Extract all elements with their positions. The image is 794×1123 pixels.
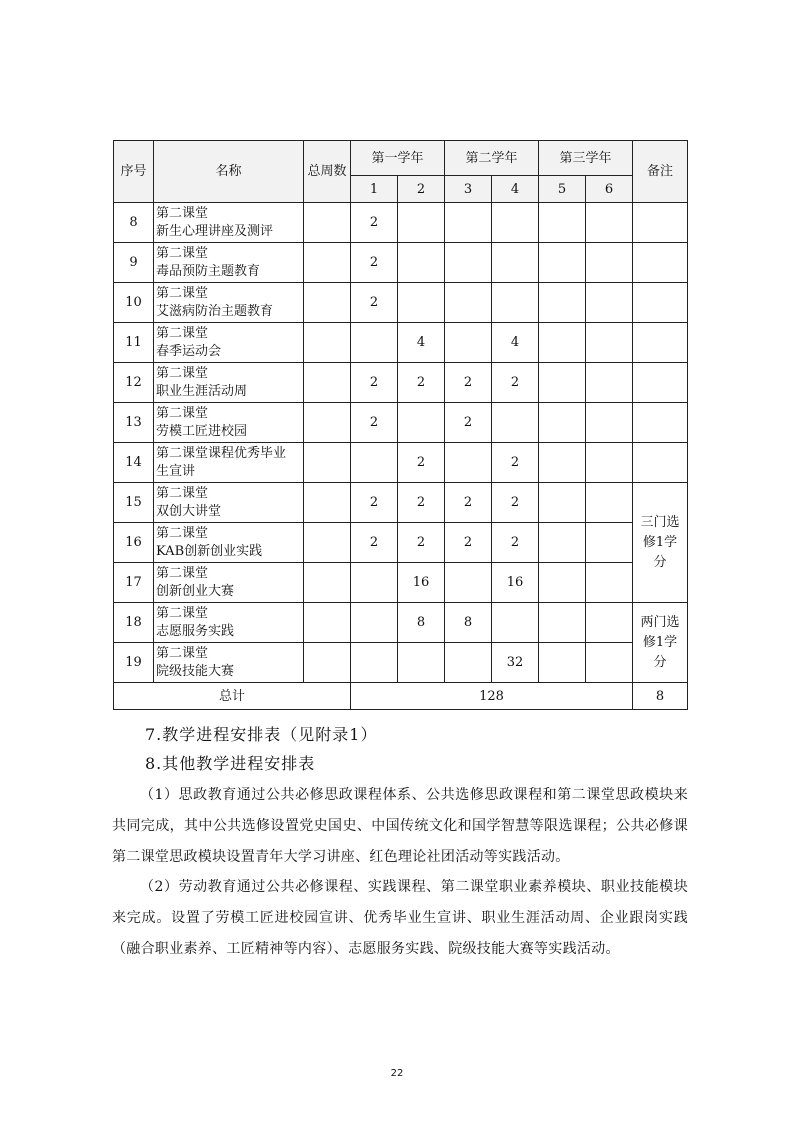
row-term-t2 — [398, 203, 445, 243]
row-term-t6 — [586, 443, 633, 483]
row-term-t4: 32 — [492, 643, 539, 683]
row-term-t3 — [445, 203, 492, 243]
row-term-t2: 2 — [398, 483, 445, 523]
row-total-weeks — [304, 203, 351, 243]
remark-line: 分 — [653, 654, 667, 670]
paragraph-ideology — [112, 780, 688, 873]
course-table — [113, 140, 688, 710]
header-total-weeks: 总周数 — [304, 141, 351, 203]
header-remark: 备注 — [633, 141, 688, 203]
row-name-line1: 第二课堂 — [156, 605, 209, 621]
row-name-line1: 第二课堂 — [156, 565, 209, 581]
row-term-t1 — [351, 323, 398, 363]
row-term-t5 — [539, 443, 586, 483]
header-index: 序号 — [114, 141, 154, 203]
header-year2: 第二学年 — [445, 141, 539, 176]
row-term-t4 — [492, 203, 539, 243]
row-index: 16 — [114, 523, 154, 563]
term-header: 4 — [492, 176, 539, 203]
row-remark — [633, 403, 688, 443]
row-name — [154, 323, 304, 363]
row-total-weeks — [304, 563, 351, 603]
row-name-line1: 第二课堂 — [156, 205, 209, 221]
row-term-t4: 2 — [492, 363, 539, 403]
heading-8: 8.其他教学进程安排表 — [145, 754, 316, 773]
paragraph-labor — [112, 872, 688, 965]
row-name-line2: 双创大讲堂 — [156, 503, 222, 519]
row-name — [154, 483, 304, 523]
table-total-row — [114, 683, 688, 710]
row-term-t5 — [539, 643, 586, 683]
row-name — [154, 563, 304, 603]
row-term-t5 — [539, 283, 586, 323]
row-name-line1: 第二课堂 — [156, 405, 209, 421]
row-term-t3: 2 — [445, 363, 492, 403]
term-header: 3 — [445, 176, 492, 203]
row-term-t5 — [539, 403, 586, 443]
row-name-line1: 第二课堂 — [156, 645, 209, 661]
row-index: 11 — [114, 323, 154, 363]
row-term-t3: 2 — [445, 483, 492, 523]
row-term-t4: 2 — [492, 523, 539, 563]
row-term-t2 — [398, 643, 445, 683]
table-row — [114, 443, 688, 483]
remark-line: 分 — [653, 554, 667, 570]
row-total-weeks — [304, 283, 351, 323]
row-term-t5 — [539, 363, 586, 403]
page-number: 22 — [390, 1068, 404, 1079]
row-name-line2: KAB创新创业实践 — [156, 543, 263, 559]
row-term-t1 — [351, 443, 398, 483]
row-term-t6 — [586, 283, 633, 323]
row-total-weeks — [304, 403, 351, 443]
row-term-t2: 8 — [398, 603, 445, 643]
row-term-t3 — [445, 283, 492, 323]
row-term-t5 — [539, 563, 586, 603]
row-term-t6 — [586, 323, 633, 363]
row-term-t1 — [351, 643, 398, 683]
row-term-t6 — [586, 523, 633, 563]
row-remark — [633, 323, 688, 363]
row-term-t4 — [492, 403, 539, 443]
table-row — [114, 323, 688, 363]
row-index: 15 — [114, 483, 154, 523]
row-index: 9 — [114, 243, 154, 283]
row-name-line1: 第二课堂课程优秀毕业 — [156, 445, 287, 461]
row-name-line1: 第二课堂 — [156, 485, 209, 501]
row-term-t5 — [539, 603, 586, 643]
table-row — [114, 363, 688, 403]
table-row — [114, 243, 688, 283]
row-name — [154, 523, 304, 563]
row-name — [154, 243, 304, 283]
term-header: 2 — [398, 176, 445, 203]
table-header-row — [114, 141, 688, 176]
row-index: 19 — [114, 643, 154, 683]
row-remark — [633, 363, 688, 403]
row-term-t3 — [445, 563, 492, 603]
row-term-t1: 2 — [351, 203, 398, 243]
row-term-t5 — [539, 523, 586, 563]
total-label: 总计 — [114, 683, 351, 710]
row-term-t2: 16 — [398, 563, 445, 603]
row-term-t1: 2 — [351, 483, 398, 523]
row-term-t3: 2 — [445, 403, 492, 443]
row-term-t4 — [492, 283, 539, 323]
row-term-t5 — [539, 203, 586, 243]
row-term-t1: 2 — [351, 283, 398, 323]
row-term-t1 — [351, 603, 398, 643]
paragraph-1-text: （1）思政教育通过公共必修思政课程体系、公共选修思政课程和第二课堂思政模块来共同完成，其中公共选修设置党史国史、中国传统文化和国学智慧等限选课程；公共必修课第二课堂思政模块设置青年大学习讲座、红色理论社团活动等实践活动。 — [112, 787, 688, 865]
row-term-t5 — [539, 243, 586, 283]
row-index: 18 — [114, 603, 154, 643]
row-term-t6 — [586, 403, 633, 443]
row-total-weeks — [304, 603, 351, 643]
row-index: 17 — [114, 563, 154, 603]
row-term-t2 — [398, 283, 445, 323]
row-name-line2: 毒品预防主题教育 — [156, 263, 261, 279]
row-total-weeks — [304, 363, 351, 403]
row-term-t1: 2 — [351, 243, 398, 283]
row-name-line1: 第二课堂 — [156, 285, 209, 301]
row-term-t2: 2 — [398, 443, 445, 483]
remark-line: 两门选 — [640, 614, 680, 630]
remark-elective-two — [633, 603, 688, 683]
row-name-line2: 创新创业大赛 — [156, 583, 235, 599]
row-name-line1: 第二课堂 — [156, 325, 209, 341]
row-term-t6 — [586, 603, 633, 643]
row-term-t1: 2 — [351, 363, 398, 403]
remark-elective-three — [633, 483, 688, 603]
table-row — [114, 483, 688, 523]
table-row — [114, 563, 688, 603]
row-total-weeks — [304, 643, 351, 683]
row-name-line2: 春季运动会 — [156, 343, 222, 359]
row-term-t1: 2 — [351, 403, 398, 443]
row-total-weeks — [304, 523, 351, 563]
row-term-t4: 2 — [492, 443, 539, 483]
row-name-line1: 第二课堂 — [156, 365, 209, 381]
header-year1: 第一学年 — [351, 141, 445, 176]
row-term-t3: 8 — [445, 603, 492, 643]
row-index: 14 — [114, 443, 154, 483]
table-row — [114, 643, 688, 683]
row-term-t6 — [586, 483, 633, 523]
row-name-line2: 劳模工匠进校园 — [156, 423, 248, 439]
row-name-line2: 艾滋病防治主题教育 — [156, 303, 274, 319]
row-term-t6 — [586, 643, 633, 683]
total-value: 128 — [351, 683, 633, 710]
row-name-line1: 第二课堂 — [156, 245, 209, 261]
row-term-t3 — [445, 243, 492, 283]
row-name — [154, 363, 304, 403]
row-name-line2: 新生心理讲座及测评 — [156, 223, 274, 239]
row-name-line2: 职业生涯活动周 — [156, 383, 248, 399]
row-term-t2: 2 — [398, 523, 445, 563]
row-term-t2 — [398, 243, 445, 283]
row-term-t4: 2 — [492, 483, 539, 523]
row-index: 13 — [114, 403, 154, 443]
remark-line: 修1学 — [642, 634, 678, 650]
table-row — [114, 523, 688, 563]
row-remark — [633, 243, 688, 283]
row-term-t6 — [586, 203, 633, 243]
row-term-t4: 16 — [492, 563, 539, 603]
table-row — [114, 603, 688, 643]
table-row — [114, 203, 688, 243]
term-header: 5 — [539, 176, 586, 203]
row-term-t5 — [539, 483, 586, 523]
term-header: 1 — [351, 176, 398, 203]
row-index: 12 — [114, 363, 154, 403]
row-term-t3 — [445, 323, 492, 363]
term-header: 6 — [586, 176, 633, 203]
row-total-weeks — [304, 243, 351, 283]
row-index: 10 — [114, 283, 154, 323]
row-total-weeks — [304, 323, 351, 363]
row-name — [154, 603, 304, 643]
row-remark — [633, 203, 688, 243]
row-term-t3: 2 — [445, 523, 492, 563]
row-term-t3 — [445, 643, 492, 683]
row-name-line2: 生宣讲 — [156, 463, 196, 479]
row-total-weeks — [304, 443, 351, 483]
remark-line: 三门选 — [640, 514, 680, 530]
row-term-t2 — [398, 403, 445, 443]
row-term-t2: 2 — [398, 363, 445, 403]
row-term-t4 — [492, 243, 539, 283]
row-name — [154, 443, 304, 483]
row-term-t6 — [586, 363, 633, 403]
row-name — [154, 203, 304, 243]
header-name: 名称 — [154, 141, 304, 203]
paragraph-2-text: （2）劳动教育通过公共必修课程、实践课程、第二课堂职业素养模块、职业技能模块来完成。设置了劳模工匠进校园宣讲、优秀毕业生宣讲、职业生涯活动周、企业跟岗实践（融合职业素养、工匠精神等内容）、志愿服务实践、院级技能大赛等实践活动。 — [112, 879, 688, 957]
remark-line: 修1学 — [642, 534, 678, 550]
row-name — [154, 643, 304, 683]
row-term-t4 — [492, 603, 539, 643]
row-remark — [633, 443, 688, 483]
row-name-line2: 志愿服务实践 — [156, 623, 235, 639]
total-remark: 8 — [633, 683, 688, 710]
header-year3: 第三学年 — [539, 141, 633, 176]
table-row — [114, 403, 688, 443]
row-name — [154, 403, 304, 443]
heading-7: 7.教学进程安排表（见附录1） — [145, 725, 378, 744]
row-name-line2: 院级技能大赛 — [156, 663, 235, 679]
row-term-t1 — [351, 563, 398, 603]
row-total-weeks — [304, 483, 351, 523]
row-name-line1: 第二课堂 — [156, 525, 209, 541]
row-term-t4: 4 — [492, 323, 539, 363]
row-term-t3 — [445, 443, 492, 483]
row-name — [154, 283, 304, 323]
row-remark — [633, 283, 688, 323]
row-term-t6 — [586, 563, 633, 603]
row-term-t5 — [539, 323, 586, 363]
table-row — [114, 283, 688, 323]
row-term-t6 — [586, 243, 633, 283]
row-term-t1: 2 — [351, 523, 398, 563]
row-index: 8 — [114, 203, 154, 243]
row-term-t2: 4 — [398, 323, 445, 363]
